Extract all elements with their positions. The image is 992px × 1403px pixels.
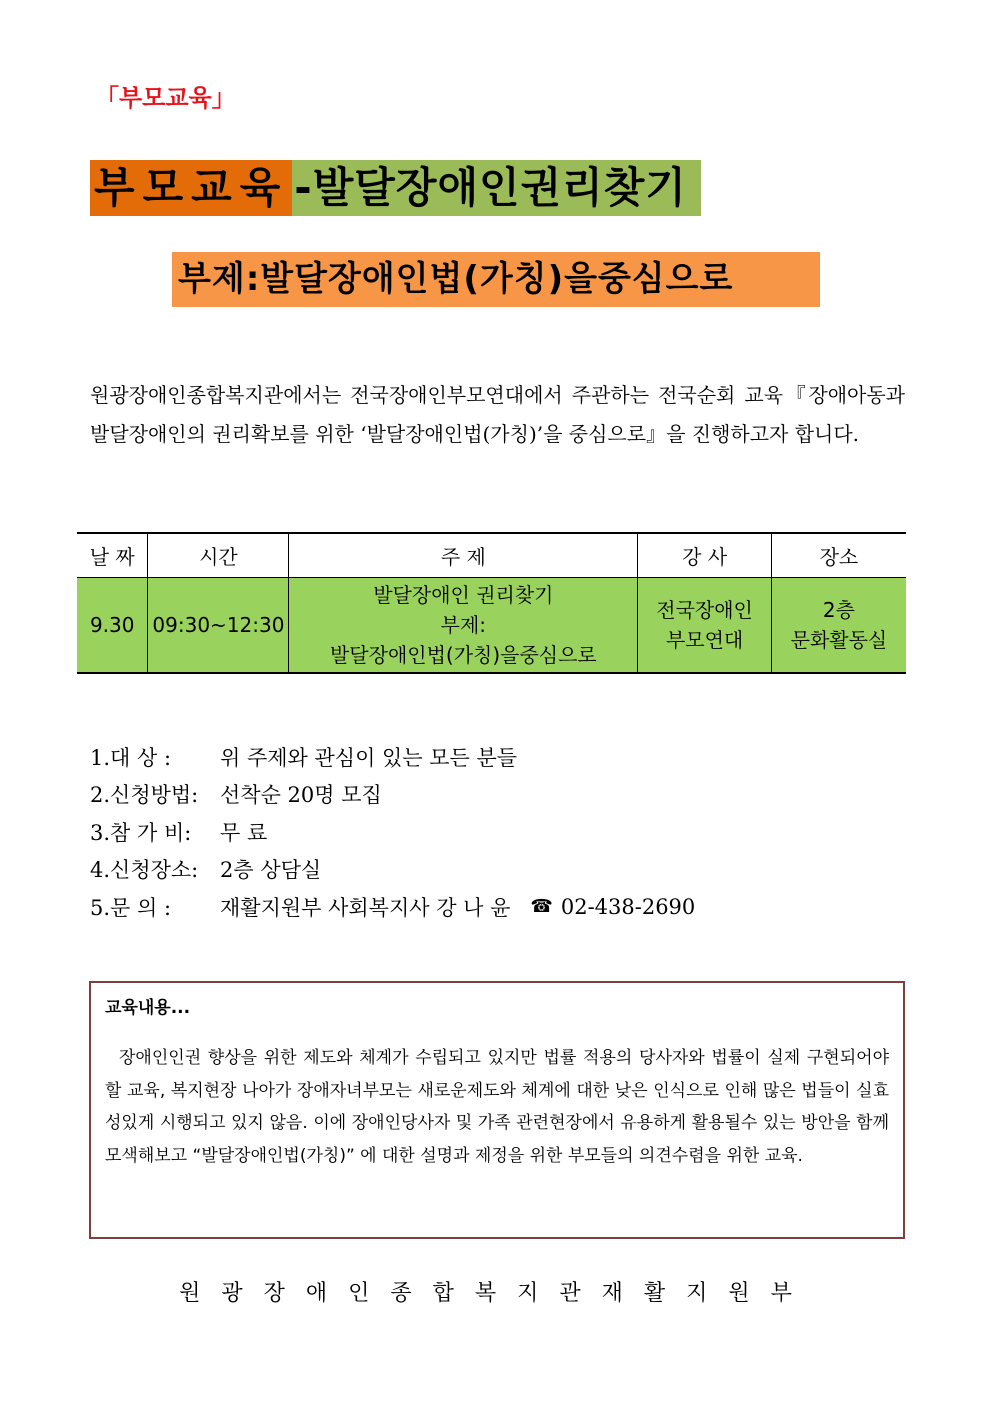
table-header-row [77, 533, 906, 578]
info-application-place [90, 851, 695, 889]
info-label: 3.참 가 비: [90, 820, 192, 845]
table-row [77, 578, 906, 674]
title-part2: -발달장애인권리찾기 [292, 160, 701, 216]
cell-topic [289, 578, 638, 674]
header-date: 날 짜 [77, 533, 148, 578]
info-label: 2.신청방법: [90, 783, 199, 808]
info-label: 1.대 상 : [90, 745, 172, 770]
cell-date: 9.30 [77, 578, 148, 674]
info-application-method [90, 776, 695, 814]
content-box-title: 교육내용... [105, 998, 191, 1018]
info-inquiry [90, 888, 695, 926]
speaker-line1: 전국장애인 [656, 598, 753, 622]
place-line1: 2층 [822, 598, 855, 622]
header-place: 장소 [771, 533, 906, 578]
info-value: 무 료 [220, 820, 268, 845]
cell-speaker [638, 578, 772, 674]
page-title [90, 160, 701, 216]
cell-place [771, 578, 906, 674]
info-value: 선착순 20명 모집 [220, 783, 382, 808]
schedule-table [77, 532, 906, 674]
info-value: 재활지원부 사회복지사 강 나 윤 [220, 895, 511, 920]
topic-line2: 부제: [440, 613, 487, 637]
header-tag: 「부모교육」 [95, 84, 236, 112]
intro-paragraph: 원광장애인종합복지관에서는 전국장애인부모연대에서 주관하는 전국순회 교육『장애아동과 발달장애인의 권리확보를 위한 ‘발달장애인법(가칭)’을 중심으로』을 진행하고자 합니다. [90, 383, 905, 446]
place-line2: 문화활동실 [790, 628, 888, 652]
cell-time: 09:30~12:30 [148, 578, 289, 674]
phone-number: 02-438-2690 [560, 894, 696, 919]
footer-organization: 원광장애인종합복지관재활지원부 [179, 1281, 813, 1306]
header-topic: 주 제 [289, 533, 638, 578]
page-subtitle: 부제:발달장애인법(가칭)을중심으로 [172, 252, 820, 307]
speaker-line2: 부모연대 [665, 628, 744, 652]
info-label: 4.신청장소: [90, 858, 199, 883]
info-target [90, 738, 695, 776]
info-label: 5.문 의 : [90, 895, 172, 920]
title-part1: 부모교육 [90, 160, 292, 216]
info-list [90, 738, 695, 926]
info-value: 위 주제와 관심이 있는 모든 분들 [220, 745, 518, 770]
topic-line1: 발달장애인 권리찾기 [373, 583, 554, 607]
content-box-body: 장애인인권 향상을 위한 제도와 체계가 수립되고 있지만 법률 적용의 당사자와 법률이 실제 구현되어야 할 교육, 복지현장 나아가 장애자녀부모는 새로운제도와 체계에 대한 낮은 인식으로 인해 많은 법들이 실효성있게 시행되고 있지 않음. 이에 장애인당사자 및 가족 관련현장에서 유용하게 활용될수 있는 방안을 함께 모색해보고 “발달장애인법(가칭)” 에 대한 설명과 제정을 위한 부모들의 의견수렴을 위한 교육. [105, 1048, 889, 1166]
education-content-box [89, 981, 905, 1239]
topic-line3: 발달장애인법(가칭)을중심으로 [329, 643, 597, 667]
info-fee [90, 813, 695, 851]
phone-icon: ☎ [530, 896, 553, 918]
header-time: 시간 [148, 533, 289, 578]
info-value: 2층 상담실 [220, 858, 322, 883]
header-speaker: 강 사 [638, 533, 772, 578]
